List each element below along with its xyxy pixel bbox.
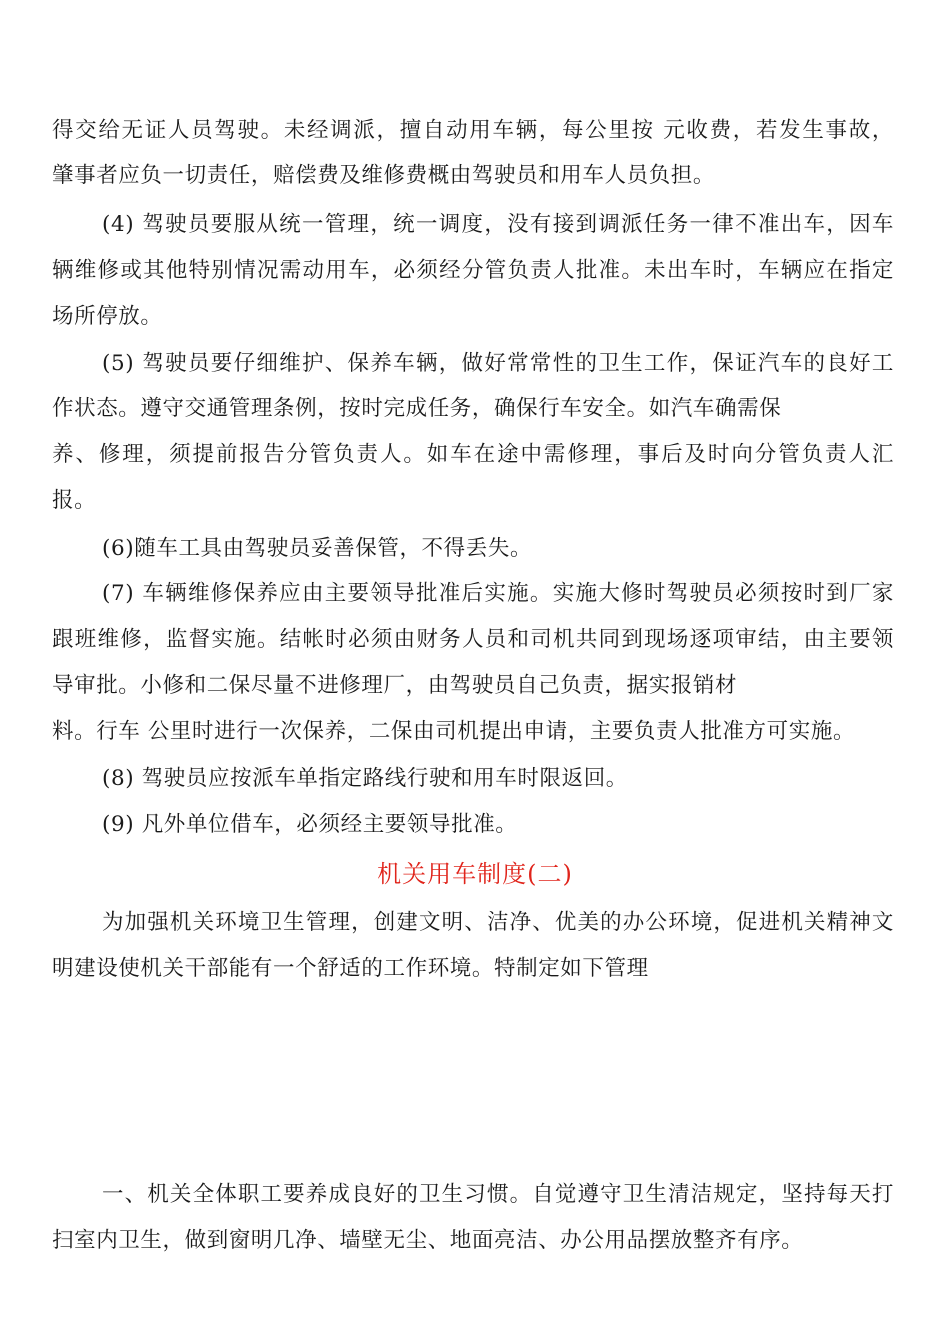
- paragraph-5-line: (5) 驾驶员要仔细维护、保养车辆，做好常常性的卫生工作，保证汽车的良好工: [102, 351, 894, 376]
- body-line: 跟班维修，监督实施。结帐时必须由财务人员和司机共同到现场逐项审结，由主要领: [52, 627, 894, 652]
- item-1-line: 一、机关全体职工要养成良好的卫生习惯。自觉遵守卫生清洁规定，坚持每天打: [102, 1182, 894, 1207]
- section-title: 机关用车制度(二): [377, 860, 573, 888]
- item-1-line: 扫室内卫生，做到窗明几净、墙壁无尘、地面亮洁、办公用品摆放整齐有序。: [52, 1228, 804, 1253]
- paragraph-4-line: (4) 驾驶员要服从统一管理，统一调度，没有接到调派任务一律不准出车，因车: [102, 212, 894, 237]
- body-line: 报。: [52, 488, 97, 513]
- paragraph-9-line: (9) 凡外单位借车，必须经主要领导批准。: [102, 812, 518, 837]
- body-line: 场所停放。: [52, 304, 163, 329]
- paragraph-8-line: (8) 驾驶员应按派车单指定路线行驶和用车时限返回。: [102, 766, 628, 791]
- body-line: 导审批。小修和二保尽量不进修理厂，由驾驶员自己负责，据实报销材: [52, 673, 738, 698]
- body-line: 得交给无证人员驾驶。未经调派，擅自动用车辆，每公里按 元收费，若发生事故，: [52, 118, 894, 143]
- paragraph-7-line: (7) 车辆维修保养应由主要领导批准后实施。实施大修时驾驶员必须按时到厂家: [102, 581, 894, 606]
- intro-line: 明建设使机关干部能有一个舒适的工作环境。特制定如下管理: [52, 956, 649, 981]
- body-line: 料。行车 公里时进行一次保养，二保由司机提出申请，主要负责人批准方可实施。: [52, 719, 856, 744]
- intro-line: 为加强机关环境卫生管理，创建文明、洁净、优美的办公环境，促进机关精神文: [102, 910, 894, 935]
- paragraph-6-line: (6)随车工具由驾驶员妥善保管，不得丢失。: [102, 536, 533, 561]
- body-line: 辆维修或其他特别情况需动用车，必须经分管负责人批准。未出车时，车辆应在指定: [52, 258, 894, 283]
- body-line: 养、修理，须提前报告分管负责人。如车在途中需修理，事后及时向分管负责人汇: [52, 442, 894, 467]
- body-line: 肇事者应负一切责任，赔偿费及维修费概由驾驶员和用车人员负担。: [52, 163, 716, 188]
- body-line: 作状态。遵守交通管理条例，按时完成任务，确保行车安全。如汽车确需保: [52, 396, 782, 421]
